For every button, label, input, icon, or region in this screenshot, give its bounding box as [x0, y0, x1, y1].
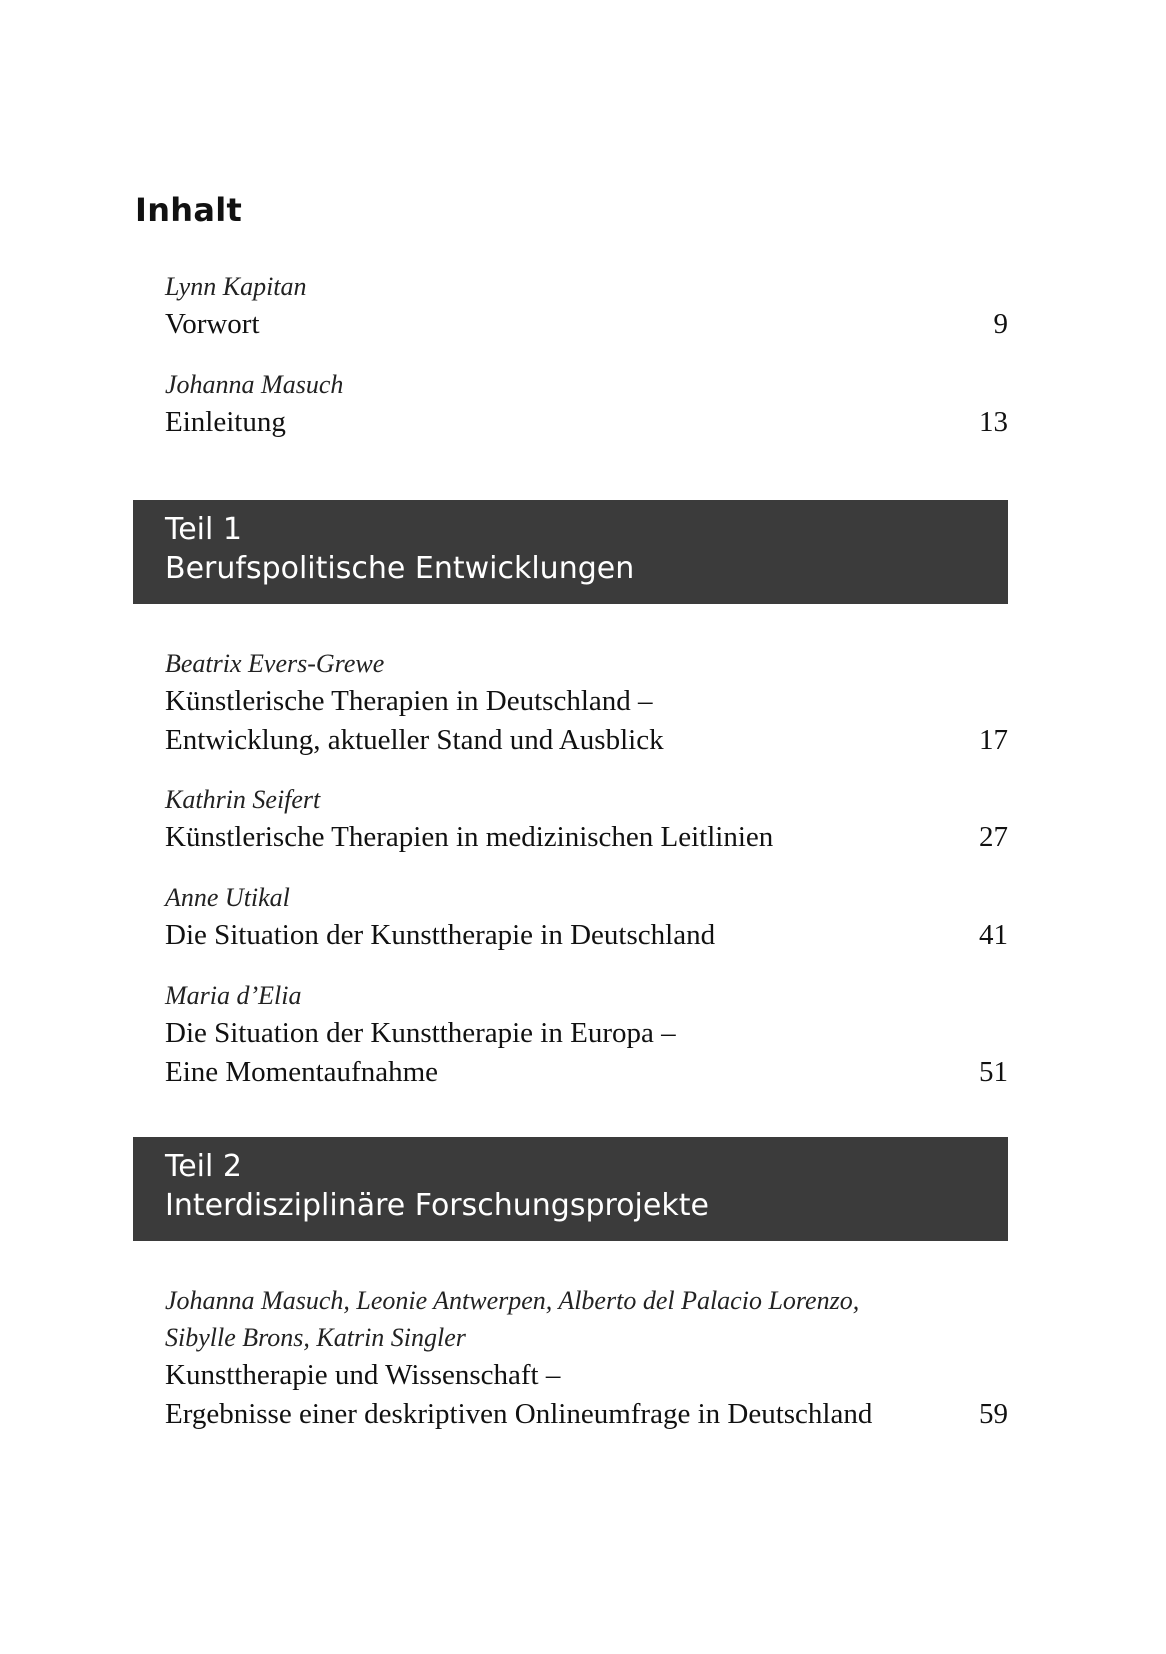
entry-author: Beatrix Evers-Grewe [165, 649, 385, 678]
toc-entry-kunsttherapie-wissenschaft[interactable] [165, 1282, 1008, 1434]
entry-title: Vorwort [165, 308, 260, 340]
page-title: Inhalt [135, 191, 243, 229]
entry-title-line: Kunsttherapie und Wissenschaft – [165, 1359, 561, 1391]
toc-entry-kuenstlerische-therapien-deutschland[interactable] [165, 645, 1008, 760]
entry-title-line: Entwicklung, aktueller Stand und Ausblick [165, 724, 664, 756]
page-number: 13 [979, 406, 1008, 438]
part-2-banner[interactable] [133, 1137, 1008, 1241]
entry-title-line: Künstlerische Therapien in Deutschland – [165, 685, 653, 717]
part-label: Teil 1 [165, 512, 242, 547]
toc-entry-situation-europa[interactable] [165, 977, 1008, 1092]
page-number: 59 [979, 1398, 1008, 1430]
toc-entry-vorwort[interactable] [165, 268, 1008, 344]
entry-author: Anne Utikal [165, 883, 290, 912]
part-1-banner[interactable] [133, 500, 1008, 604]
entry-title: Die Situation der Kunsttherapie in Deutschland [165, 919, 716, 951]
entry-title-line: Eine Momentaufnahme [165, 1056, 438, 1088]
entry-title-line: Ergebnisse einer deskriptiven Onlineumfrage in Deutschland [165, 1398, 873, 1430]
page-number: 27 [979, 821, 1008, 853]
part-title: Interdisziplinäre Forschungsprojekte [165, 1188, 709, 1223]
toc-entry-einleitung[interactable] [165, 366, 1008, 442]
toc-entry-situation-deutschland[interactable] [165, 879, 1008, 955]
entry-author: Kathrin Seifert [165, 785, 321, 814]
page-number: 9 [993, 308, 1008, 340]
entry-author: Johanna Masuch [165, 370, 344, 399]
page-number: 51 [979, 1056, 1008, 1088]
part-label: Teil 2 [165, 1149, 242, 1184]
entry-title-line: Die Situation der Kunsttherapie in Europa – [165, 1017, 676, 1049]
entry-title: Künstlerische Therapien in medizinischen Leitlinien [165, 821, 774, 853]
entry-author-line: Sibylle Brons, Katrin Singler [165, 1323, 466, 1352]
entry-title: Einleitung [165, 406, 286, 438]
page-number: 17 [979, 724, 1008, 756]
entry-author: Maria d’Elia [165, 981, 302, 1010]
entry-author: Lynn Kapitan [165, 272, 307, 301]
page-number: 41 [979, 919, 1008, 951]
toc-entry-leitlinien[interactable] [165, 781, 1008, 857]
entry-author-line: Johanna Masuch, Leonie Antwerpen, Alberto del Palacio Lorenzo, [165, 1286, 860, 1315]
part-title: Berufspolitische Entwicklungen [165, 551, 635, 586]
